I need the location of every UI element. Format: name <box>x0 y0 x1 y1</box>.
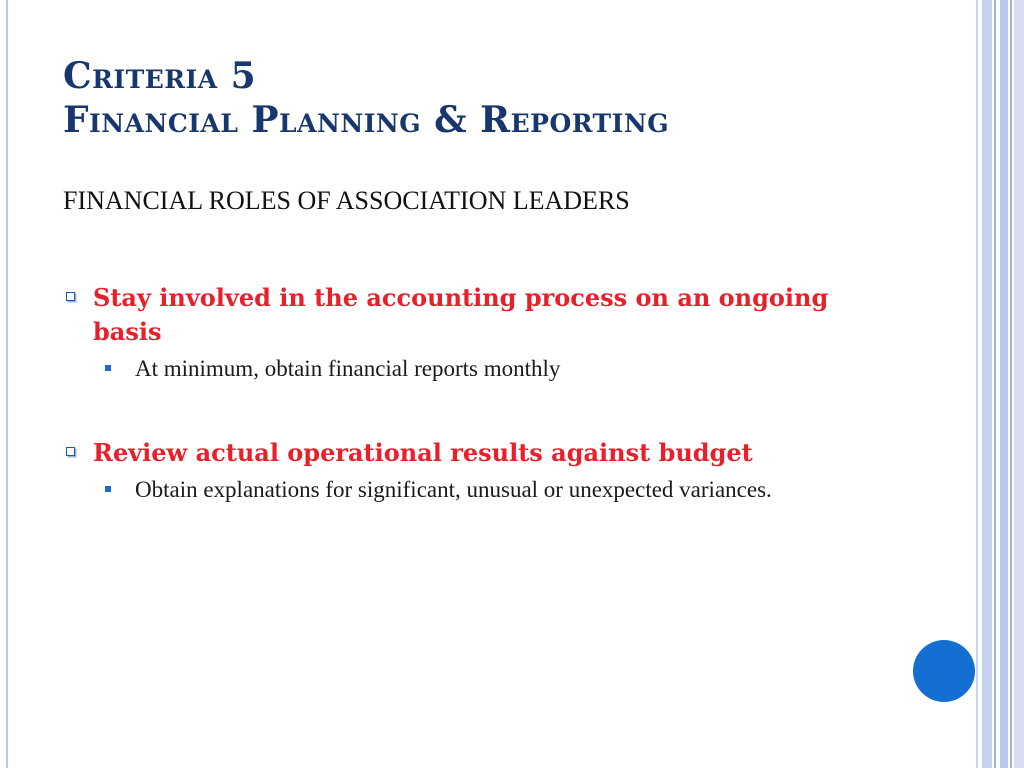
hollow-square-bullet-icon <box>66 447 75 456</box>
slide-subtitle: FINANCIAL ROLES OF ASSOCIATION LEADERS <box>63 186 630 215</box>
right-stripe-decoration <box>976 0 1024 768</box>
stripe <box>982 0 992 768</box>
filled-square-bullet-icon <box>105 365 111 371</box>
stripe <box>1010 0 1012 768</box>
bullet-item <box>63 436 903 505</box>
stripe <box>976 0 978 768</box>
slide-title <box>63 54 943 142</box>
bullet-heading: Review actual operational results against budget <box>93 438 753 467</box>
title-line-2: Financial Planning & Reporting <box>63 99 670 141</box>
bullet-heading: Stay involved in the accounting process on an ongoing basis <box>93 283 829 346</box>
sub-bullet-item <box>93 353 903 384</box>
bullet-list <box>63 281 903 557</box>
sub-bullet-text: Obtain explanations for significant, unusual or unexpected variances. <box>135 477 772 502</box>
bullet-item <box>63 281 903 384</box>
stripe <box>1000 0 1008 768</box>
stripe <box>994 0 996 768</box>
sub-bullet-text: At minimum, obtain financial reports monthly <box>135 356 561 381</box>
stripe <box>1014 0 1024 768</box>
sub-bullet-item <box>93 474 903 505</box>
left-border-line <box>6 0 8 768</box>
blue-circle-icon <box>913 640 975 702</box>
sub-bullet-list <box>93 474 903 505</box>
title-line-1: Criteria 5 <box>63 55 257 97</box>
hollow-square-bullet-icon <box>66 292 75 301</box>
sub-bullet-list <box>93 353 903 384</box>
filled-square-bullet-icon <box>105 486 111 492</box>
